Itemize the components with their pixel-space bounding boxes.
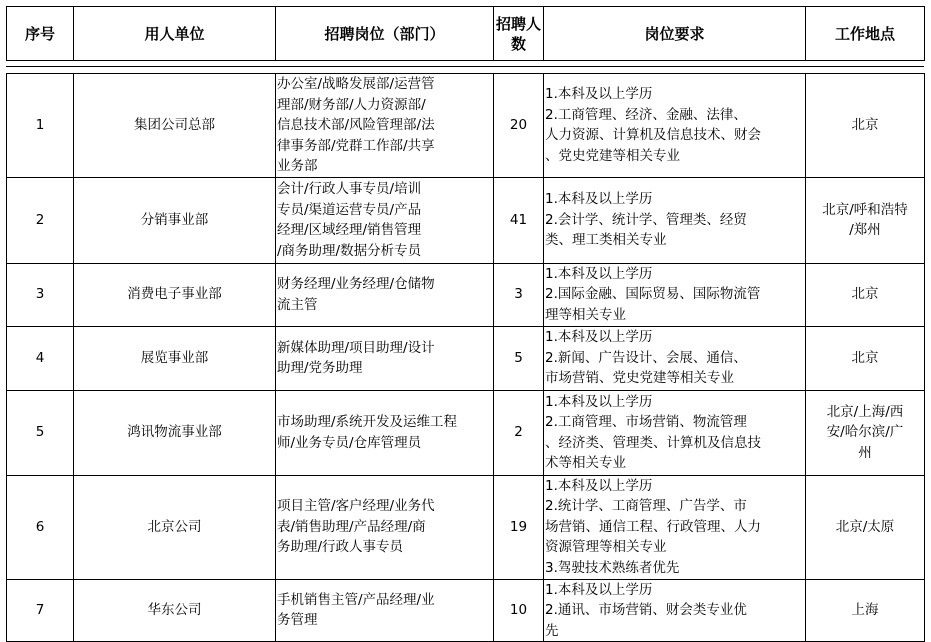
- cell-requirements: [544, 475, 806, 579]
- cell-requirements: [544, 390, 806, 475]
- requirement-item: 2.国际金融、国际贸易、国际物流管 理等相关专业: [545, 286, 761, 323]
- cell-position: 新媒体助理/项目助理/设计 助理/党务助理: [276, 326, 494, 390]
- cell-location: 北京/太原: [806, 475, 925, 579]
- cell-position: 会计/行政人事专员/培训 专员/渠道运营专员/产品 经理/区域经理/销售管理 /商务助理/数据分析专员: [276, 177, 494, 263]
- requirement-item: 2.工商管理、经济、金融、法律、 人力资源、计算机及信息技术、财会 、党史党建等相关专业: [545, 106, 761, 164]
- cell-location: 北京/上海/西 安/哈尔滨/广 州: [806, 390, 925, 475]
- requirement-item: 2.工商管理、市场营销、物流管理 、经济类、管理类、计算机及信息技 术等相关专业: [545, 414, 761, 471]
- cell-position: 手机销售主管/产品经理/业 务管理: [276, 579, 494, 642]
- cell-unit: 分销事业部: [74, 177, 276, 263]
- requirement-item: 1.本科及以上学历: [545, 393, 653, 410]
- requirement-item: 2.新闻、广告设计、会展、通信、 市场营销、党史党建等相关专业: [545, 349, 747, 387]
- cell-no: 7: [7, 579, 74, 642]
- cell-location: 上海: [806, 579, 925, 642]
- cell-requirements: [544, 263, 806, 326]
- table-row: [7, 263, 925, 326]
- requirement-item: 1.本科及以上学历: [545, 86, 653, 103]
- cell-unit: 展览事业部: [74, 326, 276, 390]
- header-unit: 用人单位: [74, 7, 276, 61]
- cell-no: 4: [7, 326, 74, 390]
- requirement-item: 2.统计学、工商管理、广告学、市 场营销、通信工程、行政管理、人力 资源管理等相关专业: [545, 498, 761, 556]
- table-header: [6, 6, 925, 61]
- cell-count: 19: [494, 475, 544, 579]
- cell-position: 财务经理/业务经理/仓储物 流主管: [276, 263, 494, 326]
- cell-no: 3: [7, 263, 74, 326]
- cell-requirements: [544, 579, 806, 642]
- table-row: [7, 74, 925, 178]
- cell-position: 项目主管/客户经理/业务代 表/销售助理/产品经理/商 务助理/行政人事专员: [276, 475, 494, 579]
- cell-count: 2: [494, 390, 544, 475]
- cell-unit: 华东公司: [74, 579, 276, 642]
- requirement-item: 1.本科及以上学历: [545, 329, 653, 346]
- cell-location: 北京: [806, 263, 925, 326]
- cell-requirements: [544, 74, 806, 178]
- cell-unit: 鸿讯物流事业部: [74, 390, 276, 475]
- cell-count: 3: [494, 263, 544, 326]
- cell-count: 10: [494, 579, 544, 642]
- cell-unit: 消费电子事业部: [74, 263, 276, 326]
- cell-count: 20: [494, 74, 544, 178]
- cell-unit: 北京公司: [74, 475, 276, 579]
- cell-count: 41: [494, 177, 544, 263]
- table-row: [7, 579, 925, 642]
- cell-position: 办公室/战略发展部/运营管 理部/财务部/人力资源部/ 信息技术部/风险管理部/法 律事务部/党群工作部/共享 业务部: [276, 74, 494, 178]
- cell-requirements: [544, 177, 806, 263]
- cell-location: 北京/呼和浩特 /郑州: [806, 177, 925, 263]
- table-body: [6, 73, 925, 642]
- requirement-item: 1.本科及以上学历: [545, 191, 653, 208]
- requirement-item: 3.驾驶技术熟练者优先: [545, 559, 680, 576]
- header-separator: [6, 66, 924, 67]
- requirement-item: 2.会计学、统计学、管理类、经贸 类、理工类相关专业: [545, 211, 747, 249]
- requirement-item: 1.本科及以上学历: [545, 265, 653, 282]
- header-no: 序号: [7, 7, 74, 61]
- cell-no: 5: [7, 390, 74, 475]
- cell-count: 5: [494, 326, 544, 390]
- cell-no: 6: [7, 475, 74, 579]
- table-row: [7, 177, 925, 263]
- cell-unit: 集团公司总部: [74, 74, 276, 178]
- requirement-item: 1.本科及以上学历: [545, 477, 653, 494]
- header-location: 工作地点: [806, 7, 925, 61]
- table-row: [7, 475, 925, 579]
- cell-position: 市场助理/系统开发及运维工程 师/业务专员/仓库管理员: [276, 390, 494, 475]
- cell-no: 1: [7, 74, 74, 178]
- header-count: 招聘人数: [494, 7, 544, 61]
- table-row: [7, 390, 925, 475]
- cell-no: 2: [7, 177, 74, 263]
- cell-location: 北京: [806, 326, 925, 390]
- cell-location: 北京: [806, 74, 925, 178]
- table-row: [7, 326, 925, 390]
- requirement-item: 1.本科及以上学历: [545, 581, 653, 598]
- cell-requirements: [544, 326, 806, 390]
- header-requirements: 岗位要求: [544, 7, 806, 61]
- requirement-item: 2.通讯、市场营销、财会类专业优 先: [545, 602, 747, 639]
- header-position: 招聘岗位（部门）: [276, 7, 494, 61]
